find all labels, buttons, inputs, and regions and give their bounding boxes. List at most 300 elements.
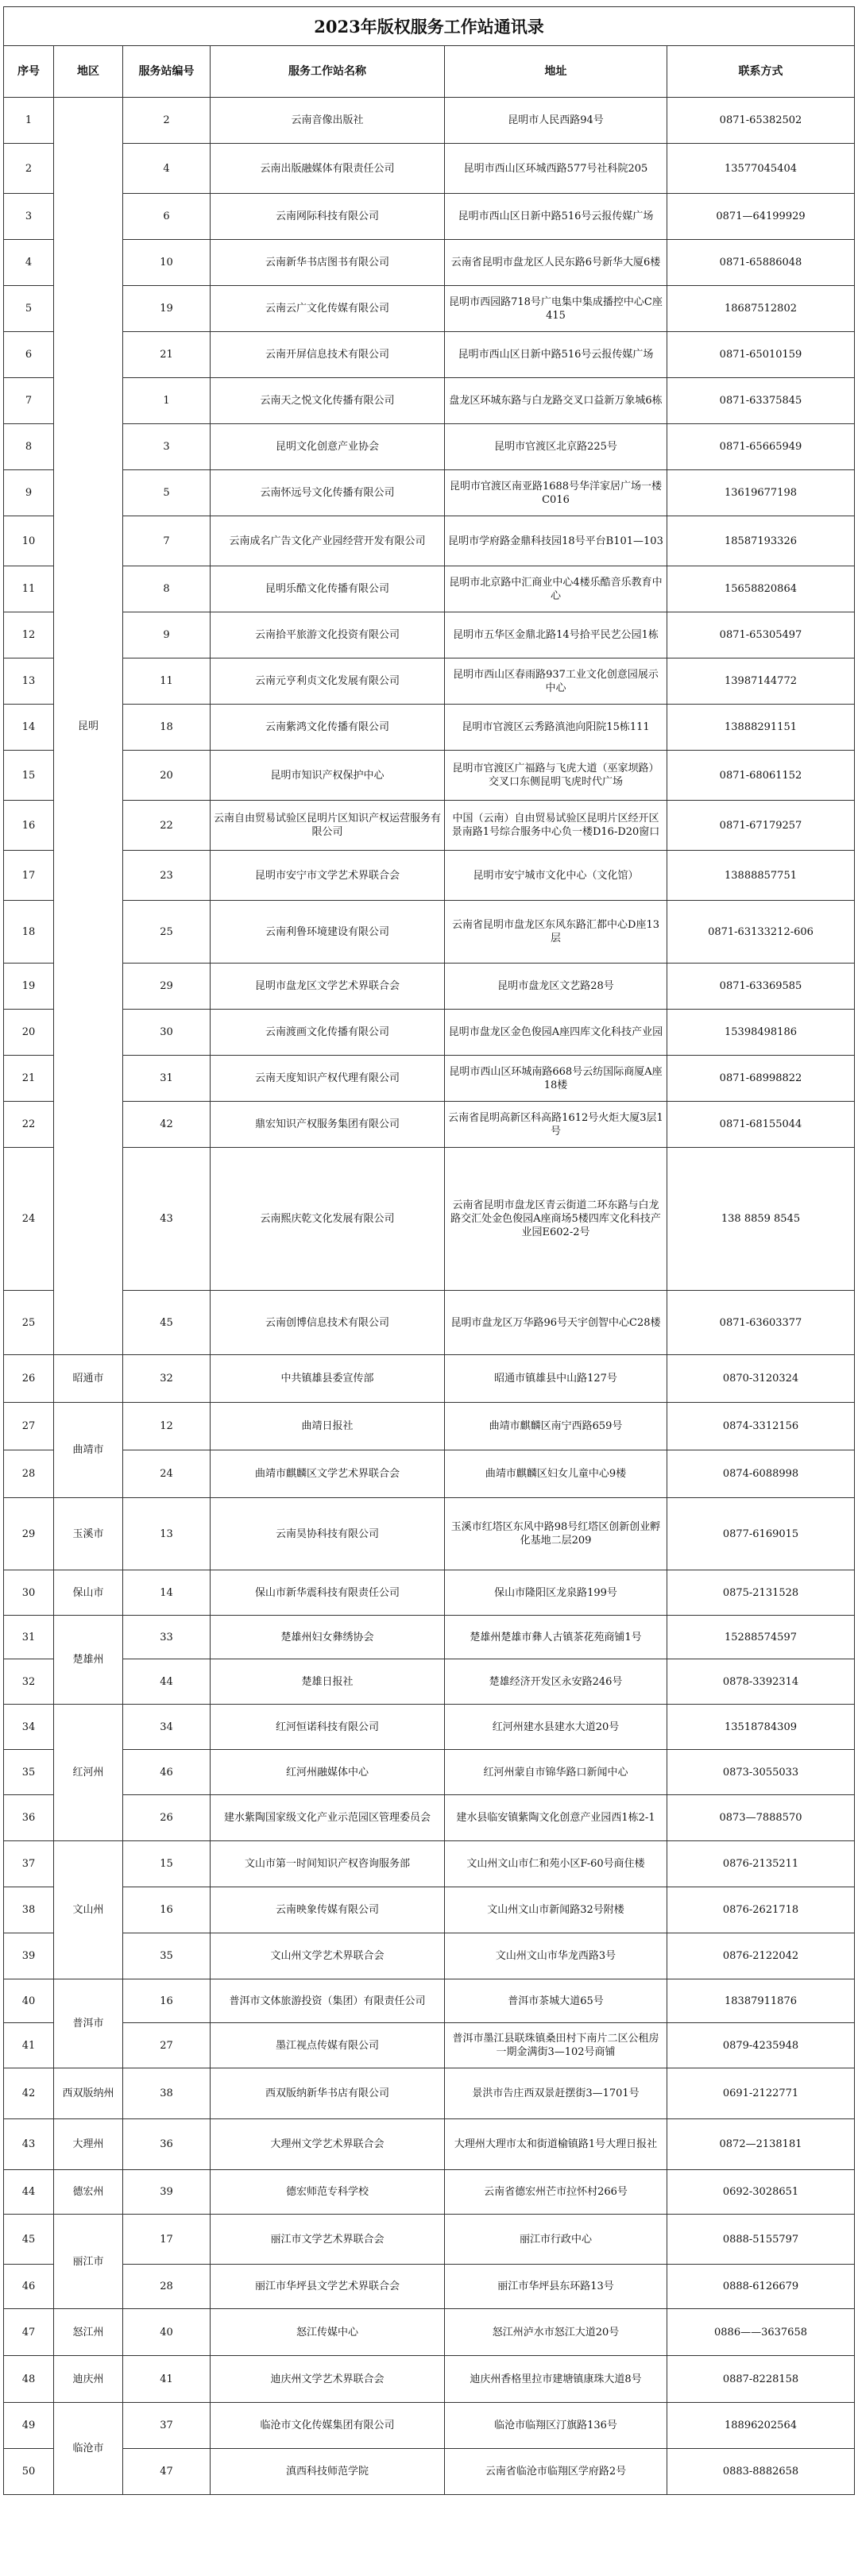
- row-station-code: 42: [123, 1102, 211, 1148]
- row-address: 中国（云南）自由贸易试验区昆明片区经开区景南路1号综合服务中心负一楼D16-D20窗口: [445, 801, 667, 851]
- row-address: 昆明市西山区环城南路668号云纺国际商厦A座18楼: [445, 1056, 667, 1102]
- row-address: 云南省昆明市盘龙区人民东路6号新华大厦6楼: [445, 240, 667, 286]
- row-address: 景洪市告庄西双景赶摆街3—1701号: [445, 2068, 667, 2119]
- row-address: 昭通市镇雄县中山路127号: [445, 1355, 667, 1403]
- row-station-name: 云南拾平旅游文化投资有限公司: [211, 612, 445, 658]
- row-address: 曲靖市麒麟区南宁西路659号: [445, 1403, 667, 1450]
- table-row: [4, 964, 855, 1010]
- row-seq: 29: [4, 1498, 54, 1570]
- row-seq: 12: [4, 612, 54, 658]
- row-seq: 25: [4, 1291, 54, 1355]
- table-row: [4, 1450, 855, 1498]
- row-seq: 11: [4, 566, 54, 612]
- table-row: [4, 751, 855, 801]
- row-station-code: 21: [123, 332, 211, 378]
- row-region: 楚雄州: [54, 1616, 123, 1705]
- row-station-code: 22: [123, 801, 211, 851]
- row-station-code: 32: [123, 1355, 211, 1403]
- row-address: 昆明市西山区日新中路516号云报传媒广场: [445, 332, 667, 378]
- row-station-code: 15: [123, 1841, 211, 1887]
- row-seq: 16: [4, 801, 54, 851]
- row-region: 文山州: [54, 1841, 123, 1979]
- row-contact: 0883-8882658: [667, 2449, 855, 2495]
- row-station-code: 3: [123, 424, 211, 470]
- row-region: 德宏州: [54, 2170, 123, 2215]
- row-address: 昆明市官渡区云秀路滇池向阳院15栋111: [445, 705, 667, 751]
- row-seq: 43: [4, 2119, 54, 2170]
- row-region: 曲靖市: [54, 1403, 123, 1498]
- row-contact: 0871-65665949: [667, 424, 855, 470]
- row-contact: 0871-68998822: [667, 1056, 855, 1102]
- row-station-code: 38: [123, 2068, 211, 2119]
- row-contact: 0888-6126679: [667, 2265, 855, 2309]
- table-row: [4, 378, 855, 424]
- row-address: 云南省德宏州芒市拉怀村266号: [445, 2170, 667, 2215]
- row-station-code: 39: [123, 2170, 211, 2215]
- row-station-code: 29: [123, 964, 211, 1010]
- row-station-name: 丽江市文学艺术界联合会: [211, 2215, 445, 2265]
- row-station-code: 33: [123, 1616, 211, 1659]
- row-contact: 0871-68155044: [667, 1102, 855, 1148]
- row-station-code: 16: [123, 1979, 211, 2023]
- row-contact: 13987144772: [667, 658, 855, 705]
- row-station-name: 德宏师范专科学校: [211, 2170, 445, 2215]
- row-station-name: 丽江市华坪县文学艺术界联合会: [211, 2265, 445, 2309]
- table-row: [4, 1659, 855, 1705]
- row-address: 昆明市人民西路94号: [445, 98, 667, 144]
- table-body: [4, 98, 855, 2495]
- row-station-code: 2: [123, 98, 211, 144]
- row-contact: 18896202564: [667, 2403, 855, 2449]
- table-row: [4, 1979, 855, 2023]
- table-row: [4, 801, 855, 851]
- row-station-code: 36: [123, 2119, 211, 2170]
- row-seq: 26: [4, 1355, 54, 1403]
- row-region: 西双版纳州: [54, 2068, 123, 2119]
- row-address: 昆明市盘龙区金色俊园A座四库文化科技产业园: [445, 1010, 667, 1056]
- row-seq: 8: [4, 424, 54, 470]
- row-seq: 34: [4, 1705, 54, 1750]
- row-address: 云南省昆明市盘龙区东风东路汇都中心D座13层: [445, 901, 667, 964]
- table-row: [4, 144, 855, 194]
- station-table: [3, 6, 855, 2495]
- row-station-code: 35: [123, 1933, 211, 1979]
- row-seq: 24: [4, 1148, 54, 1291]
- row-address: 迪庆州香格里拉市建塘镇康珠大道8号: [445, 2356, 667, 2403]
- row-contact: 0871-63133212-606: [667, 901, 855, 964]
- table-row: [4, 1887, 855, 1933]
- row-station-code: 9: [123, 612, 211, 658]
- row-station-name: 怒江传媒中心: [211, 2309, 445, 2356]
- table-row: [4, 1933, 855, 1979]
- row-station-name: 云南自由贸易试验区昆明片区知识产权运营服务有限公司: [211, 801, 445, 851]
- header-code: 服务站编号: [123, 46, 211, 98]
- table-row: [4, 2265, 855, 2309]
- row-station-code: 11: [123, 658, 211, 705]
- row-seq: 3: [4, 194, 54, 240]
- row-seq: 14: [4, 705, 54, 751]
- row-station-code: 27: [123, 2023, 211, 2068]
- row-seq: 47: [4, 2309, 54, 2356]
- row-seq: 44: [4, 2170, 54, 2215]
- row-address: 红河州建水县建水大道20号: [445, 1705, 667, 1750]
- table-row: [4, 2023, 855, 2068]
- table-row: [4, 901, 855, 964]
- row-station-name: 云南成名广告文化产业园经营开发有限公司: [211, 516, 445, 566]
- row-station-name: 云南开屏信息技术有限公司: [211, 332, 445, 378]
- row-contact: 0879-4235948: [667, 2023, 855, 2068]
- row-station-code: 14: [123, 1570, 211, 1616]
- row-address: 盘龙区环城东路与白龙路交叉口益新万象城6栋: [445, 378, 667, 424]
- row-station-name: 普洱市文体旅游投资（集团）有限责任公司: [211, 1979, 445, 2023]
- row-address: 保山市隆阳区龙泉路199号: [445, 1570, 667, 1616]
- row-contact: 13619677198: [667, 470, 855, 516]
- row-contact: 0871-63375845: [667, 378, 855, 424]
- row-contact: 0871-63603377: [667, 1291, 855, 1355]
- row-station-name: 云南新华书店图书有限公司: [211, 240, 445, 286]
- row-address: 昆明市西园路718号广电集中集成播控中心C座415: [445, 286, 667, 332]
- row-seq: 42: [4, 2068, 54, 2119]
- table-row: [4, 1570, 855, 1616]
- row-address: 怒江州泸水市怒江大道20号: [445, 2309, 667, 2356]
- table-row: [4, 612, 855, 658]
- row-contact: 0873—7888570: [667, 1795, 855, 1841]
- table-row: [4, 1102, 855, 1148]
- row-contact: 15288574597: [667, 1616, 855, 1659]
- row-contact: 0873-3055033: [667, 1750, 855, 1795]
- row-seq: 17: [4, 851, 54, 901]
- row-station-name: 云南紫鸿文化传播有限公司: [211, 705, 445, 751]
- row-contact: 0872—2138181: [667, 2119, 855, 2170]
- row-station-name: 楚雄州妇女彝绣协会: [211, 1616, 445, 1659]
- row-seq: 36: [4, 1795, 54, 1841]
- row-address: 云南省昆明高新区科高路1612号火炬大厦3层1号: [445, 1102, 667, 1148]
- row-station-name: 文山市第一时间知识产权咨询服务部: [211, 1841, 445, 1887]
- row-station-name: 云南网际科技有限公司: [211, 194, 445, 240]
- row-station-name: 楚雄日报社: [211, 1659, 445, 1705]
- row-station-code: 37: [123, 2403, 211, 2449]
- row-station-code: 16: [123, 1887, 211, 1933]
- row-station-code: 31: [123, 1056, 211, 1102]
- row-seq: 48: [4, 2356, 54, 2403]
- row-station-code: 20: [123, 751, 211, 801]
- row-station-code: 23: [123, 851, 211, 901]
- row-station-name: 西双版纳新华书店有限公司: [211, 2068, 445, 2119]
- table-row: [4, 2170, 855, 2215]
- row-station-code: 10: [123, 240, 211, 286]
- header-name: 服务工作站名称: [211, 46, 445, 98]
- row-station-code: 5: [123, 470, 211, 516]
- row-station-code: 13: [123, 1498, 211, 1570]
- row-seq: 5: [4, 286, 54, 332]
- table-row: [4, 2403, 855, 2449]
- row-contact: 0874-6088998: [667, 1450, 855, 1498]
- row-seq: 40: [4, 1979, 54, 2023]
- row-station-code: 1: [123, 378, 211, 424]
- row-station-code: 47: [123, 2449, 211, 2495]
- row-region: 迪庆州: [54, 2356, 123, 2403]
- row-seq: 41: [4, 2023, 54, 2068]
- table-row: [4, 2068, 855, 2119]
- row-station-name: 大理州文学艺术界联合会: [211, 2119, 445, 2170]
- row-address: 云南省昆明市盘龙区青云街道二环东路与白龙路交汇处金色俊园A座商场5楼四库文化科技产业园E602-2号: [445, 1148, 667, 1291]
- table-row: [4, 1616, 855, 1659]
- row-region: 丽江市: [54, 2215, 123, 2309]
- row-station-code: 24: [123, 1450, 211, 1498]
- row-seq: 1: [4, 98, 54, 144]
- row-station-name: 昆明文化创意产业协会: [211, 424, 445, 470]
- row-contact: 0876-2621718: [667, 1887, 855, 1933]
- row-contact: 0878-3392314: [667, 1659, 855, 1705]
- row-seq: 21: [4, 1056, 54, 1102]
- table-row: [4, 424, 855, 470]
- row-station-name: 曲靖市麒麟区文学艺术界联合会: [211, 1450, 445, 1498]
- row-contact: 0887-8228158: [667, 2356, 855, 2403]
- table-row: [4, 1795, 855, 1841]
- row-seq: 22: [4, 1102, 54, 1148]
- row-station-name: 保山市新华震科技有限责任公司: [211, 1570, 445, 1616]
- row-station-name: 滇西科技师范学院: [211, 2449, 445, 2495]
- table-row: [4, 851, 855, 901]
- row-seq: 13: [4, 658, 54, 705]
- table-row: [4, 1010, 855, 1056]
- page-title: 2023年版权服务工作站通讯录: [4, 7, 855, 46]
- row-station-name: 中共镇雄县委宣传部: [211, 1355, 445, 1403]
- row-contact: 0871-67179257: [667, 801, 855, 851]
- row-contact: 13888857751: [667, 851, 855, 901]
- row-station-name: 临沧市文化传媒集团有限公司: [211, 2403, 445, 2449]
- table-row: [4, 98, 855, 144]
- row-seq: 32: [4, 1659, 54, 1705]
- table-row: [4, 2119, 855, 2170]
- row-seq: 35: [4, 1750, 54, 1795]
- table-row: [4, 194, 855, 240]
- row-station-name: 云南创博信息技术有限公司: [211, 1291, 445, 1355]
- row-contact: 18587193326: [667, 516, 855, 566]
- row-station-code: 18: [123, 705, 211, 751]
- table-row: [4, 1498, 855, 1570]
- table-row: [4, 240, 855, 286]
- row-contact: 0877-6169015: [667, 1498, 855, 1570]
- row-seq: 46: [4, 2265, 54, 2309]
- row-seq: 39: [4, 1933, 54, 1979]
- row-contact: 0871—64199929: [667, 194, 855, 240]
- row-station-name: 云南天之悦文化传播有限公司: [211, 378, 445, 424]
- table-row: [4, 332, 855, 378]
- row-station-name: 云南渡画文化传播有限公司: [211, 1010, 445, 1056]
- table-row: [4, 1750, 855, 1795]
- row-address: 昆明市盘龙区文艺路28号: [445, 964, 667, 1010]
- row-contact: 15398498186: [667, 1010, 855, 1056]
- row-address: 楚雄州楚雄市彝人古镇茶花苑商铺1号: [445, 1616, 667, 1659]
- row-station-code: 46: [123, 1750, 211, 1795]
- row-contact: 15658820864: [667, 566, 855, 612]
- row-address: 红河州蒙自市锦华路口新闻中心: [445, 1750, 667, 1795]
- table-row: [4, 1291, 855, 1355]
- row-address: 昆明市西山区环城西路577号社科院205: [445, 144, 667, 194]
- row-seq: 37: [4, 1841, 54, 1887]
- table-row: [4, 2449, 855, 2495]
- row-station-code: 40: [123, 2309, 211, 2356]
- row-station-code: 17: [123, 2215, 211, 2265]
- table-row: [4, 516, 855, 566]
- row-contact: 13577045404: [667, 144, 855, 194]
- table-row: [4, 566, 855, 612]
- row-region: 昭通市: [54, 1355, 123, 1403]
- table-row: [4, 1705, 855, 1750]
- row-contact: 0876-2135211: [667, 1841, 855, 1887]
- row-contact: 18687512802: [667, 286, 855, 332]
- row-address: 丽江市华坪县东环路13号: [445, 2265, 667, 2309]
- header-seq: 序号: [4, 46, 54, 98]
- table-row: [4, 1403, 855, 1450]
- row-address: 昆明市北京路中汇商业中心4楼乐酷音乐教育中心: [445, 566, 667, 612]
- row-station-name: 云南天度知识产权代理有限公司: [211, 1056, 445, 1102]
- row-station-code: 43: [123, 1148, 211, 1291]
- row-contact: 0871-65886048: [667, 240, 855, 286]
- row-contact: 0871-65010159: [667, 332, 855, 378]
- row-contact: 0871-65382502: [667, 98, 855, 144]
- row-seq: 15: [4, 751, 54, 801]
- row-region: 临沧市: [54, 2403, 123, 2495]
- row-station-code: 19: [123, 286, 211, 332]
- row-address: 大理州大理市太和街道榆镇路1号大理日报社: [445, 2119, 667, 2170]
- table-row: [4, 286, 855, 332]
- header-region: 地区: [54, 46, 123, 98]
- row-seq: 2: [4, 144, 54, 194]
- table-row: [4, 658, 855, 705]
- row-address: 昆明市安宁城市文化中心（文化馆）: [445, 851, 667, 901]
- row-station-code: 45: [123, 1291, 211, 1355]
- row-station-code: 34: [123, 1705, 211, 1750]
- row-contact: 0876-2122042: [667, 1933, 855, 1979]
- row-station-name: 红河恒诺科技有限公司: [211, 1705, 445, 1750]
- row-region: 昆明: [54, 98, 123, 1355]
- row-station-code: 6: [123, 194, 211, 240]
- row-station-name: 迪庆州文学艺术界联合会: [211, 2356, 445, 2403]
- row-station-name: 昆明市盘龙区文学艺术界联合会: [211, 964, 445, 1010]
- row-contact: 18387911876: [667, 1979, 855, 2023]
- row-address: 昆明市学府路金鼎科技园18号平台B101—103: [445, 516, 667, 566]
- table-row: [4, 1148, 855, 1291]
- row-seq: 20: [4, 1010, 54, 1056]
- row-region: 玉溪市: [54, 1498, 123, 1570]
- row-station-code: 41: [123, 2356, 211, 2403]
- row-address: 昆明市盘龙区万华路96号天宇创智中心C28楼: [445, 1291, 667, 1355]
- row-seq: 38: [4, 1887, 54, 1933]
- row-station-code: 7: [123, 516, 211, 566]
- row-seq: 7: [4, 378, 54, 424]
- row-station-name: 鼎宏知识产权服务集团有限公司: [211, 1102, 445, 1148]
- header-contact: 联系方式: [667, 46, 855, 98]
- row-station-name: 昆明乐酷文化传播有限公司: [211, 566, 445, 612]
- header-row: [4, 46, 855, 98]
- table-row: [4, 1056, 855, 1102]
- row-seq: 27: [4, 1403, 54, 1450]
- row-address: 普洱市茶城大道65号: [445, 1979, 667, 2023]
- row-seq: 30: [4, 1570, 54, 1616]
- row-station-name: 云南映象传媒有限公司: [211, 1887, 445, 1933]
- row-region: 大理州: [54, 2119, 123, 2170]
- row-address: 文山州文山市华龙西路3号: [445, 1933, 667, 1979]
- row-region: 怒江州: [54, 2309, 123, 2356]
- row-station-name: 文山州文学艺术界联合会: [211, 1933, 445, 1979]
- table-row: [4, 470, 855, 516]
- row-contact: 0871-65305497: [667, 612, 855, 658]
- row-region: 保山市: [54, 1570, 123, 1616]
- row-station-code: 8: [123, 566, 211, 612]
- row-station-code: 12: [123, 1403, 211, 1450]
- row-address: 玉溪市红塔区东风中路98号红塔区创新创业孵化基地二层209: [445, 1498, 667, 1570]
- row-station-code: 30: [123, 1010, 211, 1056]
- row-station-code: 26: [123, 1795, 211, 1841]
- row-station-name: 墨江视点传媒有限公司: [211, 2023, 445, 2068]
- row-station-name: 红河州融媒体中心: [211, 1750, 445, 1795]
- row-address: 楚雄经济开发区永安路246号: [445, 1659, 667, 1705]
- row-contact: 0871-68061152: [667, 751, 855, 801]
- row-address: 云南省临沧市临翔区学府路2号: [445, 2449, 667, 2495]
- row-contact: 0874-3312156: [667, 1403, 855, 1450]
- header-address: 地址: [445, 46, 667, 98]
- row-address: 昆明市五华区金鼎北路14号拾平民艺公园1栋: [445, 612, 667, 658]
- row-contact: 0870-3120324: [667, 1355, 855, 1403]
- row-address: 临沧市临翔区汀旗路136号: [445, 2403, 667, 2449]
- row-region: 红河州: [54, 1705, 123, 1841]
- row-station-name: 云南音像出版社: [211, 98, 445, 144]
- row-station-code: 25: [123, 901, 211, 964]
- row-address: 文山州文山市新闻路32号附楼: [445, 1887, 667, 1933]
- row-station-name: 云南元亨利贞文化发展有限公司: [211, 658, 445, 705]
- row-address: 曲靖市麒麟区妇女儿童中心9楼: [445, 1450, 667, 1498]
- row-contact: 0691-2122771: [667, 2068, 855, 2119]
- row-station-code: 4: [123, 144, 211, 194]
- row-station-name: 云南怀远号文化传播有限公司: [211, 470, 445, 516]
- row-seq: 45: [4, 2215, 54, 2265]
- row-seq: 9: [4, 470, 54, 516]
- row-station-name: 云南云广文化传媒有限公司: [211, 286, 445, 332]
- row-contact: 13518784309: [667, 1705, 855, 1750]
- row-region: 普洱市: [54, 1979, 123, 2068]
- row-contact: 0871-63369585: [667, 964, 855, 1010]
- row-station-name: 建水紫陶国家级文化产业示范园区管理委员会: [211, 1795, 445, 1841]
- table-row: [4, 2215, 855, 2265]
- row-seq: 6: [4, 332, 54, 378]
- row-contact: 138 8859 8545: [667, 1148, 855, 1291]
- table-row: [4, 2356, 855, 2403]
- table-row: [4, 1355, 855, 1403]
- row-station-name: 云南出版融媒体有限责任公司: [211, 144, 445, 194]
- row-seq: 31: [4, 1616, 54, 1659]
- row-station-name: 昆明市安宁市文学艺术界联合会: [211, 851, 445, 901]
- table-row: [4, 1841, 855, 1887]
- row-station-name: 云南利鲁环境建设有限公司: [211, 901, 445, 964]
- row-address: 丽江市行政中心: [445, 2215, 667, 2265]
- row-address: 昆明市西山区日新中路516号云报传媒广场: [445, 194, 667, 240]
- row-address: 昆明市官渡区南亚路1688号华洋家居广场一楼C016: [445, 470, 667, 516]
- row-seq: 4: [4, 240, 54, 286]
- row-address: 建水县临安镇紫陶文化创意产业园西1栋2-1: [445, 1795, 667, 1841]
- table-row: [4, 705, 855, 751]
- row-seq: 49: [4, 2403, 54, 2449]
- row-contact: 0692-3028651: [667, 2170, 855, 2215]
- row-station-name: 云南昊协科技有限公司: [211, 1498, 445, 1570]
- row-address: 普洱市墨江县联珠镇桑田村下南片二区公租房一期金满街3—102号商铺: [445, 2023, 667, 2068]
- row-seq: 10: [4, 516, 54, 566]
- row-contact: 0875-2131528: [667, 1570, 855, 1616]
- row-station-name: 曲靖日报社: [211, 1403, 445, 1450]
- row-address: 昆明市官渡区广福路与飞虎大道（巫家坝路）交叉口东侧昆明飞虎时代广场: [445, 751, 667, 801]
- row-seq: 28: [4, 1450, 54, 1498]
